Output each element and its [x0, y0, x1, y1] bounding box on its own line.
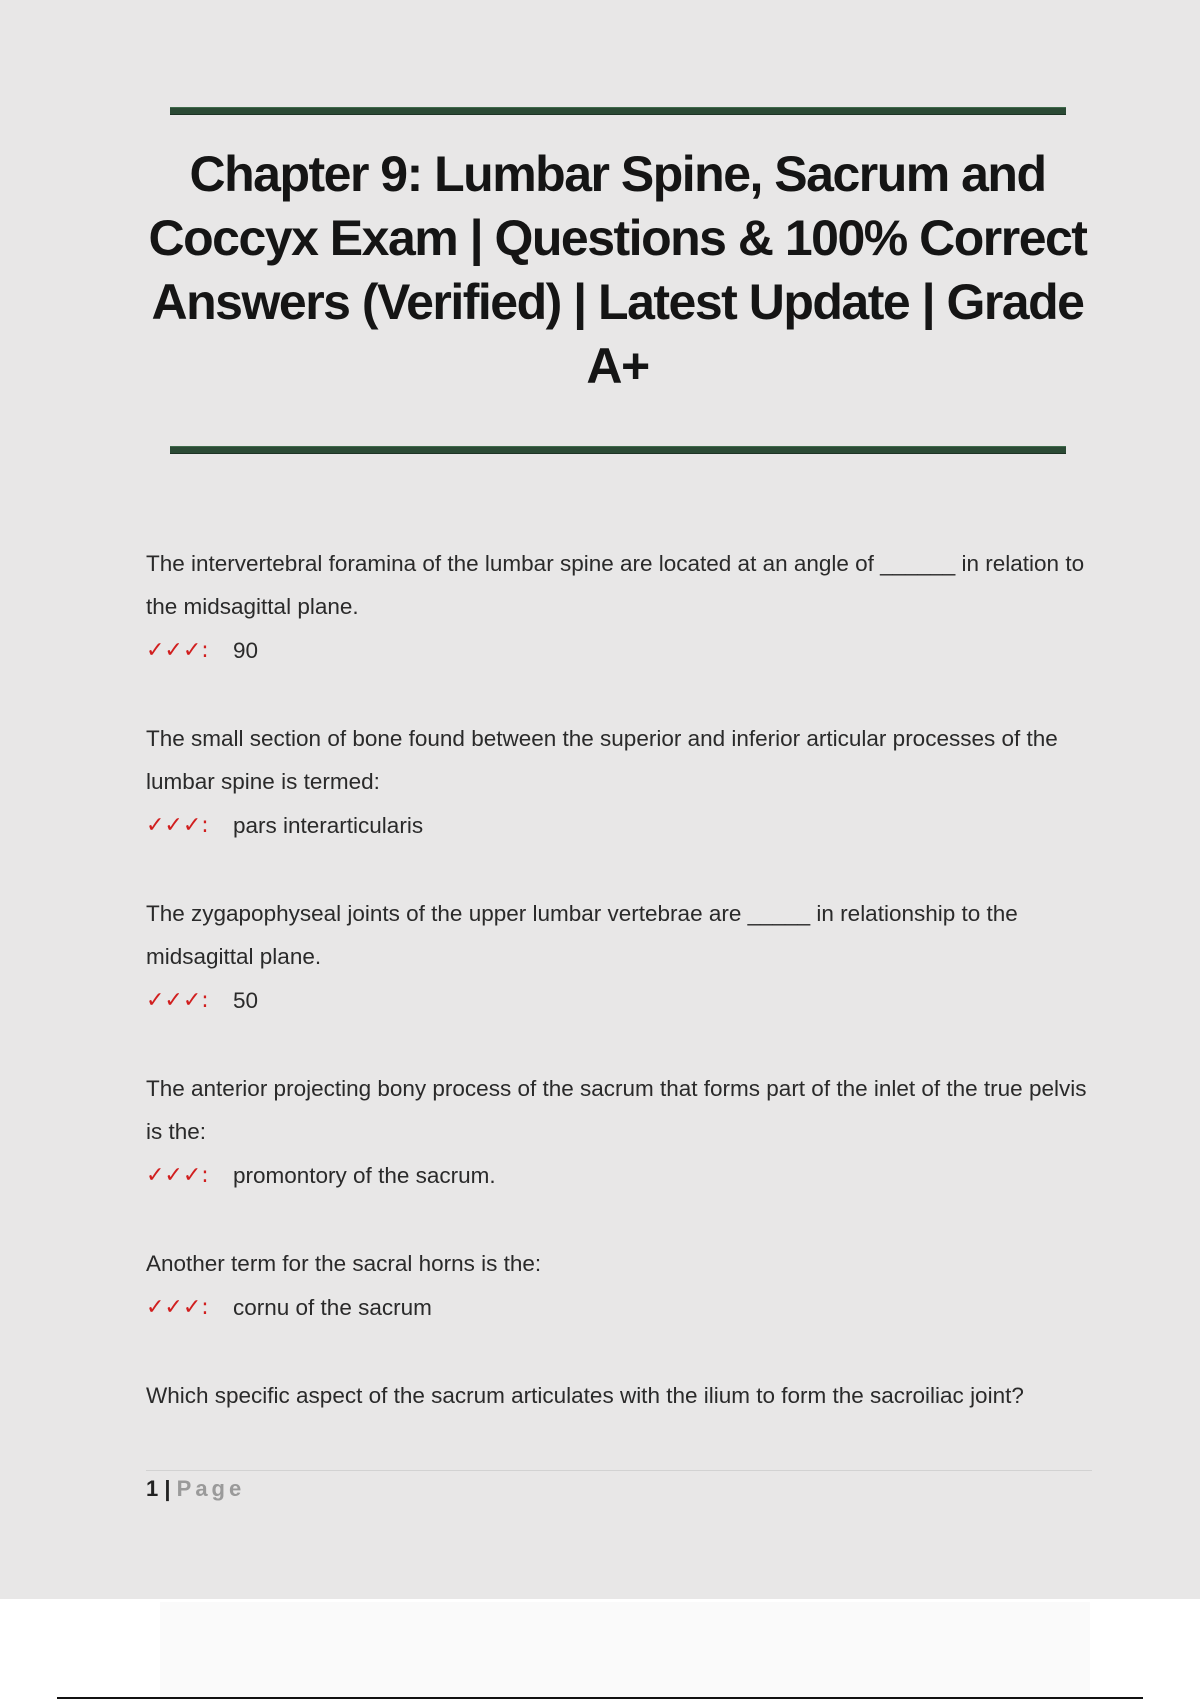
page-number: 1	[146, 1476, 159, 1501]
question-text: The anterior projecting bony process of the sacrum that forms part of the inlet of the true pelvis is the:	[146, 1076, 1087, 1144]
document-title: Chapter 9: Lumbar Spine, Sacrum and Coccyx Exam | Questions & 100% Correct Answers (Verified) | Latest Update | Grade A+	[148, 146, 1087, 394]
answer-row	[146, 1153, 1096, 1198]
qa-item	[146, 1067, 1096, 1198]
qa-item	[146, 1374, 1096, 1417]
next-page-preview	[160, 1602, 1090, 1698]
question-text: The zygapophyseal joints of the upper lumbar vertebrae are _____ in relationship to the midsagittal plane.	[146, 901, 1018, 969]
title-top-rule	[170, 107, 1066, 115]
answer-text: pars interarticularis	[233, 812, 424, 838]
qa-item	[146, 542, 1096, 673]
bottom-divider	[57, 1697, 1143, 1699]
page-label: Page	[176, 1476, 246, 1501]
answer-row	[146, 803, 1096, 848]
question-text: Another term for the sacral horns is the:	[146, 1251, 542, 1276]
checkmark-icon: ✓✓✓:	[146, 988, 209, 1013]
answer-row	[146, 1285, 1096, 1330]
qa-item	[146, 1242, 1096, 1330]
answer-row	[146, 628, 1096, 673]
question-text: Which specific aspect of the sacrum articulates with the ilium to form the sacroiliac joint?	[146, 1383, 1024, 1408]
checkmark-icon: ✓✓✓:	[146, 1295, 209, 1320]
answer-text: cornu of the sacrum	[233, 1294, 432, 1320]
footer-separator: |	[158, 1476, 177, 1501]
footer-divider	[146, 1470, 1092, 1471]
answer-text: 50	[233, 987, 259, 1013]
checkmark-icon: ✓✓✓:	[146, 638, 209, 663]
qa-item	[146, 892, 1096, 1023]
question-text: The small section of bone found between the superior and inferior articular processes of the lumbar spine is termed:	[146, 726, 1058, 794]
page-footer	[146, 1474, 245, 1504]
checkmark-icon: ✓✓✓:	[146, 1163, 209, 1188]
title-bottom-rule	[170, 446, 1066, 454]
answer-text: 90	[233, 637, 259, 663]
qa-item	[146, 717, 1096, 848]
checkmark-icon: ✓✓✓:	[146, 813, 209, 838]
answer-text: promontory of the sacrum.	[233, 1162, 496, 1188]
question-list	[146, 542, 1096, 1461]
question-text: The intervertebral foramina of the lumbar spine are located at an angle of ______ in relation to the midsagittal plane.	[146, 551, 1085, 619]
answer-row	[146, 978, 1096, 1023]
